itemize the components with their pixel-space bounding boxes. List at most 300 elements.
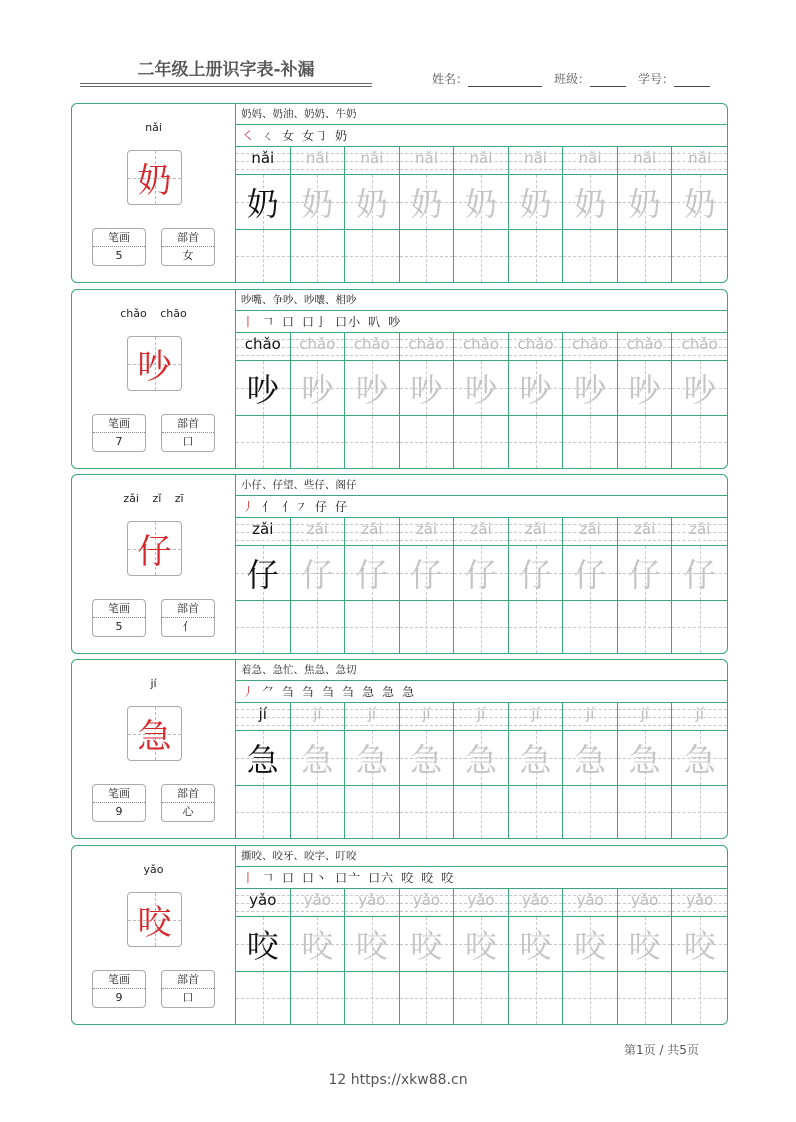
character-text: 咬 bbox=[683, 927, 716, 965]
character-trace-cell[interactable] bbox=[618, 917, 673, 972]
pinyin-text: jí bbox=[258, 705, 267, 723]
pinyin-text: yǎo bbox=[631, 891, 659, 909]
character-card bbox=[71, 474, 728, 654]
character-trace-cell[interactable] bbox=[672, 731, 727, 786]
practice-cell[interactable] bbox=[454, 786, 509, 838]
practice-cell[interactable] bbox=[454, 972, 509, 1024]
character-text: 奶 bbox=[246, 185, 279, 223]
character-trace-cell[interactable] bbox=[563, 361, 618, 416]
pinyin-trace-cell[interactable] bbox=[672, 703, 727, 731]
pinyin-trace-cell[interactable] bbox=[618, 147, 673, 175]
character-text: 急 bbox=[410, 741, 443, 779]
character-trace-cell[interactable] bbox=[509, 917, 564, 972]
character-trace-cell[interactable] bbox=[509, 361, 564, 416]
pinyin-readings: jí bbox=[150, 677, 157, 690]
stroke-step: 叭 bbox=[368, 315, 382, 329]
practice-cell[interactable] bbox=[345, 972, 400, 1024]
radical-box bbox=[161, 228, 215, 266]
pinyin-model-cell[interactable] bbox=[236, 889, 291, 917]
character-trace-cell[interactable] bbox=[509, 175, 564, 230]
stroke-count-label: 笔画 bbox=[93, 785, 145, 803]
character-card bbox=[71, 289, 728, 469]
character-trace-cell[interactable] bbox=[400, 361, 455, 416]
practice-cell[interactable] bbox=[400, 786, 455, 838]
character-info-panel bbox=[72, 290, 236, 468]
stroke-step: 咬 bbox=[401, 871, 415, 885]
stroke-step: 丿 bbox=[242, 685, 256, 699]
practice-cell[interactable] bbox=[563, 230, 618, 282]
practice-grid bbox=[236, 703, 727, 838]
stroke-step: 口亅 bbox=[302, 315, 329, 329]
character-trace-cell[interactable] bbox=[345, 175, 400, 230]
stroke-step: 急 bbox=[362, 685, 376, 699]
character-trace-cell[interactable] bbox=[345, 731, 400, 786]
practice-cell[interactable] bbox=[618, 786, 673, 838]
pinyin-trace-cell[interactable] bbox=[454, 147, 509, 175]
character-text: 急 bbox=[574, 741, 607, 779]
character-model-cell[interactable] bbox=[236, 361, 291, 416]
practice-cell[interactable] bbox=[672, 972, 727, 1024]
practice-cell[interactable] bbox=[618, 972, 673, 1024]
character-text: 仔 bbox=[683, 556, 716, 594]
featured-character: 奶 bbox=[137, 161, 172, 201]
character-trace-cell[interactable] bbox=[618, 731, 673, 786]
pinyin-text: chǎo bbox=[517, 335, 554, 353]
pinyin-trace-cell[interactable] bbox=[618, 889, 673, 917]
pinyin-trace-cell[interactable] bbox=[672, 518, 727, 546]
practice-cell[interactable] bbox=[236, 972, 291, 1024]
practice-cell[interactable] bbox=[618, 601, 673, 653]
practice-cell[interactable] bbox=[400, 416, 455, 468]
character-trace-cell[interactable] bbox=[454, 546, 509, 601]
pinyin-trace-cell[interactable] bbox=[345, 147, 400, 175]
character-text: 仔 bbox=[628, 556, 661, 594]
character-text: 吵 bbox=[574, 371, 607, 409]
stroke-count-box bbox=[92, 414, 146, 452]
pinyin-trace-cell[interactable] bbox=[291, 703, 346, 731]
radical-box bbox=[161, 784, 215, 822]
pinyin-trace-cell[interactable] bbox=[291, 889, 346, 917]
character-text: 奶 bbox=[519, 185, 552, 223]
pinyin-trace-cell[interactable] bbox=[563, 333, 618, 361]
stroke-count-label: 笔画 bbox=[93, 415, 145, 433]
character-trace-cell[interactable] bbox=[509, 546, 564, 601]
pinyin-trace-cell[interactable] bbox=[345, 333, 400, 361]
practice-cell[interactable] bbox=[236, 786, 291, 838]
practice-cell[interactable] bbox=[291, 416, 346, 468]
stroke-step: 刍 bbox=[302, 685, 316, 699]
pinyin-trace-cell[interactable] bbox=[509, 518, 564, 546]
character-trace-cell[interactable] bbox=[400, 546, 455, 601]
pinyin-text: zǎi bbox=[689, 520, 711, 538]
pinyin-text: yǎo bbox=[521, 891, 550, 909]
practice-grid bbox=[236, 889, 727, 1024]
pinyin-model-cell[interactable] bbox=[236, 703, 291, 731]
character-model-cell[interactable] bbox=[236, 731, 291, 786]
practice-cell[interactable] bbox=[509, 230, 564, 282]
stroke-order bbox=[236, 496, 727, 518]
pinyin-trace-cell[interactable] bbox=[291, 518, 346, 546]
pinyin-trace-cell[interactable] bbox=[400, 703, 455, 731]
character-display-box bbox=[127, 521, 182, 576]
character-display-box bbox=[127, 336, 182, 391]
pinyin-trace-cell[interactable] bbox=[509, 147, 564, 175]
pinyin-trace-cell[interactable] bbox=[618, 703, 673, 731]
practice-cell[interactable] bbox=[291, 601, 346, 653]
practice-cell[interactable] bbox=[400, 601, 455, 653]
pinyin-text: zǎi bbox=[634, 520, 656, 538]
practice-panel bbox=[236, 104, 727, 282]
pinyin-text: yǎo bbox=[412, 891, 441, 909]
character-text: 奶 bbox=[410, 185, 443, 223]
character-trace-cell[interactable] bbox=[454, 175, 509, 230]
character-text: 吵 bbox=[301, 371, 334, 409]
featured-character: 咬 bbox=[137, 903, 172, 943]
character-display-box bbox=[127, 150, 182, 205]
pinyin-trace-cell[interactable] bbox=[563, 703, 618, 731]
pinyin-trace-cell[interactable] bbox=[345, 889, 400, 917]
radical-value: 亻 bbox=[182, 620, 194, 633]
practice-cell[interactable] bbox=[454, 601, 509, 653]
practice-cell[interactable] bbox=[672, 230, 727, 282]
character-display-box bbox=[127, 706, 182, 761]
pinyin-trace-cell[interactable] bbox=[563, 889, 618, 917]
pinyin-trace-cell[interactable] bbox=[509, 333, 564, 361]
radical-box bbox=[161, 599, 215, 637]
radical-box bbox=[161, 970, 215, 1008]
pinyin-text: yǎo bbox=[686, 891, 714, 909]
pinyin-trace-cell[interactable] bbox=[672, 889, 727, 917]
character-model-cell[interactable] bbox=[236, 175, 291, 230]
radical-value: 口 bbox=[182, 435, 194, 448]
character-text: 奶 bbox=[628, 185, 661, 223]
stroke-step: 咬 bbox=[441, 871, 455, 885]
student-number-field[interactable] bbox=[674, 73, 710, 87]
character-text: 急 bbox=[355, 741, 388, 779]
pinyin-text: chǎo bbox=[353, 335, 390, 353]
pinyin-trace-cell[interactable] bbox=[672, 333, 727, 361]
pinyin-text: chǎo bbox=[462, 335, 500, 353]
practice-cell[interactable] bbox=[509, 601, 564, 653]
stroke-step: 口 bbox=[282, 871, 296, 885]
character-trace-cell[interactable] bbox=[563, 917, 618, 972]
stroke-step: 女㇆ bbox=[302, 129, 329, 143]
stroke-step: 口丶 bbox=[302, 871, 329, 885]
practice-cell[interactable] bbox=[236, 230, 291, 282]
stroke-count-value: 5 bbox=[115, 620, 123, 633]
stroke-step: 丨 bbox=[242, 315, 256, 329]
pinyin-text: chǎo bbox=[408, 335, 445, 353]
character-trace-cell[interactable] bbox=[672, 175, 727, 230]
stroke-step: ⺈ bbox=[262, 685, 276, 699]
character-text: 奶 bbox=[464, 185, 497, 223]
pinyin-text: nǎi bbox=[360, 149, 384, 167]
stroke-order bbox=[236, 681, 727, 703]
pinyin-text: yǎo bbox=[576, 891, 604, 909]
character-trace-cell[interactable] bbox=[618, 546, 673, 601]
stroke-step: 丿 bbox=[242, 500, 256, 514]
character-card bbox=[71, 659, 728, 839]
example-words: 小仔、仔望、些仔、阁仔 bbox=[236, 475, 727, 496]
pinyin-trace-cell[interactable] bbox=[454, 703, 509, 731]
character-text: 吵 bbox=[683, 371, 716, 409]
practice-cell[interactable] bbox=[618, 230, 673, 282]
character-text: 咬 bbox=[301, 927, 334, 965]
character-trace-cell[interactable] bbox=[618, 361, 673, 416]
pinyin-text: jí bbox=[695, 705, 704, 723]
stroke-count-label: 笔画 bbox=[93, 600, 145, 618]
radical-value: 口 bbox=[182, 991, 194, 1004]
character-trace-cell[interactable] bbox=[400, 917, 455, 972]
practice-grid bbox=[236, 333, 727, 468]
character-trace-cell[interactable] bbox=[672, 361, 727, 416]
pinyin-text: jí bbox=[640, 705, 649, 723]
character-text: 仔 bbox=[246, 556, 279, 594]
character-text: 急 bbox=[519, 741, 552, 779]
character-trace-cell[interactable] bbox=[291, 175, 346, 230]
character-info-panel bbox=[72, 475, 236, 653]
pinyin-trace-cell[interactable] bbox=[400, 889, 455, 917]
character-trace-cell[interactable] bbox=[672, 917, 727, 972]
practice-cell[interactable] bbox=[345, 230, 400, 282]
character-text: 咬 bbox=[355, 927, 388, 965]
pinyin-readings: chǎo chāo bbox=[120, 307, 187, 320]
character-text: 咬 bbox=[246, 927, 279, 965]
practice-cell[interactable] bbox=[672, 601, 727, 653]
practice-cell[interactable] bbox=[345, 786, 400, 838]
practice-grid bbox=[236, 147, 727, 282]
pinyin-model-cell[interactable] bbox=[236, 147, 291, 175]
character-trace-cell[interactable] bbox=[291, 546, 346, 601]
character-display-box bbox=[127, 892, 182, 947]
pinyin-text: zǎi bbox=[470, 520, 492, 538]
practice-cell[interactable] bbox=[563, 601, 618, 653]
stroke-step: ㄑ bbox=[262, 129, 276, 143]
practice-cell[interactable] bbox=[563, 416, 618, 468]
pinyin-text: chǎo bbox=[299, 335, 336, 353]
pinyin-model-cell[interactable] bbox=[236, 518, 291, 546]
character-trace-cell[interactable] bbox=[563, 175, 618, 230]
character-trace-cell[interactable] bbox=[291, 731, 346, 786]
title-underline-2 bbox=[80, 86, 372, 87]
pinyin-text: nǎi bbox=[578, 149, 602, 167]
stroke-count-label: 笔画 bbox=[93, 971, 145, 989]
pinyin-text: chǎo bbox=[626, 335, 663, 353]
practice-cell[interactable] bbox=[563, 972, 618, 1024]
pinyin-readings: yǎo bbox=[143, 863, 164, 876]
page-indicator: 第1页 / 共5页 bbox=[624, 1043, 699, 1057]
character-trace-cell[interactable] bbox=[345, 917, 400, 972]
stroke-step: 口小 bbox=[335, 315, 362, 329]
pinyin-text: yǎo bbox=[249, 891, 277, 909]
stroke-step: 亻㇇ bbox=[282, 500, 309, 514]
character-trace-cell[interactable] bbox=[509, 731, 564, 786]
practice-panel bbox=[236, 475, 727, 653]
stroke-step: 咬 bbox=[421, 871, 435, 885]
pinyin-text: chǎo bbox=[681, 335, 718, 353]
featured-character: 吵 bbox=[137, 347, 172, 387]
stroke-count-label: 笔画 bbox=[93, 229, 145, 247]
practice-cell[interactable] bbox=[291, 230, 346, 282]
stroke-step: 急 bbox=[402, 685, 416, 699]
practice-cell[interactable] bbox=[618, 416, 673, 468]
example-words: 奶妈、奶油、奶奶、牛奶 bbox=[236, 104, 727, 125]
character-text: 咬 bbox=[519, 927, 552, 965]
practice-cell[interactable] bbox=[236, 601, 291, 653]
stroke-order bbox=[236, 867, 727, 889]
character-text: 仔 bbox=[301, 556, 334, 594]
pinyin-trace-cell[interactable] bbox=[400, 147, 455, 175]
name-label: 姓名： bbox=[432, 72, 469, 86]
character-trace-cell[interactable] bbox=[618, 175, 673, 230]
character-text: 奶 bbox=[574, 185, 607, 223]
character-trace-cell[interactable] bbox=[291, 917, 346, 972]
character-trace-cell[interactable] bbox=[563, 731, 618, 786]
pinyin-trace-cell[interactable] bbox=[509, 889, 564, 917]
character-text: 急 bbox=[464, 741, 497, 779]
stroke-count-box bbox=[92, 599, 146, 637]
stroke-step: 女 bbox=[282, 129, 296, 143]
radical-label: 部首 bbox=[162, 971, 214, 989]
pinyin-trace-cell[interactable] bbox=[291, 333, 346, 361]
character-text: 吵 bbox=[519, 371, 552, 409]
character-text: 咬 bbox=[574, 927, 607, 965]
stroke-step: 奶 bbox=[335, 129, 349, 143]
practice-cell[interactable] bbox=[236, 416, 291, 468]
character-trace-cell[interactable] bbox=[291, 361, 346, 416]
page-title: 二年级上册识字表-补漏 bbox=[137, 60, 315, 80]
character-info-panel bbox=[72, 660, 236, 838]
pinyin-trace-cell[interactable] bbox=[400, 333, 455, 361]
pinyin-trace-cell[interactable] bbox=[345, 518, 400, 546]
character-text: 吵 bbox=[410, 371, 443, 409]
character-model-cell[interactable] bbox=[236, 546, 291, 601]
pinyin-trace-cell[interactable] bbox=[400, 518, 455, 546]
practice-cell[interactable] bbox=[345, 601, 400, 653]
character-text: 咬 bbox=[464, 927, 497, 965]
character-model-cell[interactable] bbox=[236, 917, 291, 972]
character-trace-cell[interactable] bbox=[454, 917, 509, 972]
character-text: 急 bbox=[246, 741, 279, 779]
character-trace-cell[interactable] bbox=[345, 361, 400, 416]
practice-panel bbox=[236, 846, 727, 1024]
pinyin-text: nǎi bbox=[524, 149, 547, 167]
featured-character: 仔 bbox=[137, 532, 172, 572]
pinyin-text: jí bbox=[476, 705, 486, 723]
radical-label: 部首 bbox=[162, 229, 214, 247]
name-field[interactable] bbox=[468, 73, 542, 87]
stroke-step: ㇛ bbox=[242, 129, 256, 143]
practice-panel bbox=[236, 660, 727, 838]
radical-value: 心 bbox=[182, 805, 194, 818]
practice-cell[interactable] bbox=[454, 230, 509, 282]
pinyin-trace-cell[interactable] bbox=[672, 147, 727, 175]
practice-cell[interactable] bbox=[509, 786, 564, 838]
character-info-panel bbox=[72, 846, 236, 1024]
character-text: 仔 bbox=[355, 556, 388, 594]
pinyin-trace-cell[interactable] bbox=[454, 889, 509, 917]
pinyin-text: jí bbox=[422, 705, 431, 723]
radical-label: 部首 bbox=[162, 415, 214, 433]
character-text: 仔 bbox=[574, 556, 607, 594]
character-trace-cell[interactable] bbox=[345, 546, 400, 601]
character-trace-cell[interactable] bbox=[400, 175, 455, 230]
pinyin-trace-cell[interactable] bbox=[454, 518, 509, 546]
stroke-step: 刍 bbox=[282, 685, 296, 699]
practice-cell[interactable] bbox=[454, 416, 509, 468]
practice-cell[interactable] bbox=[291, 786, 346, 838]
stroke-count-value: 9 bbox=[115, 805, 123, 818]
pinyin-trace-cell[interactable] bbox=[345, 703, 400, 731]
class-field[interactable] bbox=[590, 73, 626, 87]
pinyin-trace-cell[interactable] bbox=[618, 333, 673, 361]
student-number-label: 学号： bbox=[638, 72, 675, 86]
class-label: 班级： bbox=[554, 72, 591, 86]
stroke-order bbox=[236, 125, 727, 147]
practice-panel bbox=[236, 290, 727, 468]
practice-cell[interactable] bbox=[400, 972, 455, 1024]
radical-box bbox=[161, 414, 215, 452]
practice-cell[interactable] bbox=[400, 230, 455, 282]
pinyin-trace-cell[interactable] bbox=[563, 518, 618, 546]
pinyin-text: zǎi bbox=[361, 520, 383, 538]
character-text: 急 bbox=[301, 741, 334, 779]
practice-cell[interactable] bbox=[672, 786, 727, 838]
pinyin-trace-cell[interactable] bbox=[454, 333, 509, 361]
character-text: 吵 bbox=[464, 371, 497, 409]
character-text: 仔 bbox=[519, 556, 552, 594]
pinyin-text: nǎi bbox=[633, 149, 657, 167]
stroke-step: 刍 bbox=[342, 685, 356, 699]
pinyin-trace-cell[interactable] bbox=[509, 703, 564, 731]
stroke-count-box bbox=[92, 784, 146, 822]
stroke-step: 口 bbox=[282, 315, 296, 329]
character-trace-cell[interactable] bbox=[454, 361, 509, 416]
stroke-order bbox=[236, 311, 727, 333]
practice-cell[interactable] bbox=[345, 416, 400, 468]
example-words: 撕咬、咬牙、咬字、叮咬 bbox=[236, 846, 727, 867]
pinyin-text: zǎi bbox=[252, 520, 274, 538]
stroke-count-value: 5 bbox=[115, 249, 123, 262]
character-trace-cell[interactable] bbox=[400, 731, 455, 786]
character-text: 奶 bbox=[683, 185, 716, 223]
practice-cell[interactable] bbox=[672, 416, 727, 468]
stroke-step: 口六 bbox=[368, 871, 395, 885]
practice-cell[interactable] bbox=[563, 786, 618, 838]
pinyin-text: nǎi bbox=[469, 149, 493, 167]
practice-cell[interactable] bbox=[509, 972, 564, 1024]
pinyin-trace-cell[interactable] bbox=[563, 147, 618, 175]
character-trace-cell[interactable] bbox=[563, 546, 618, 601]
pinyin-model-cell[interactable] bbox=[236, 333, 291, 361]
character-trace-cell[interactable] bbox=[672, 546, 727, 601]
radical-label: 部首 bbox=[162, 785, 214, 803]
practice-cell[interactable] bbox=[291, 972, 346, 1024]
stroke-step: 𠃍 bbox=[262, 871, 276, 885]
pinyin-text: zǎi bbox=[524, 520, 547, 538]
character-text: 咬 bbox=[628, 927, 661, 965]
practice-cell[interactable] bbox=[509, 416, 564, 468]
character-trace-cell[interactable] bbox=[454, 731, 509, 786]
pinyin-trace-cell[interactable] bbox=[291, 147, 346, 175]
pinyin-text: jí bbox=[585, 705, 595, 723]
radical-label: 部首 bbox=[162, 600, 214, 618]
character-text: 奶 bbox=[301, 185, 334, 223]
title-underline bbox=[80, 83, 372, 84]
stroke-step: 口亠 bbox=[335, 871, 362, 885]
stroke-count-box bbox=[92, 228, 146, 266]
pinyin-trace-cell[interactable] bbox=[618, 518, 673, 546]
